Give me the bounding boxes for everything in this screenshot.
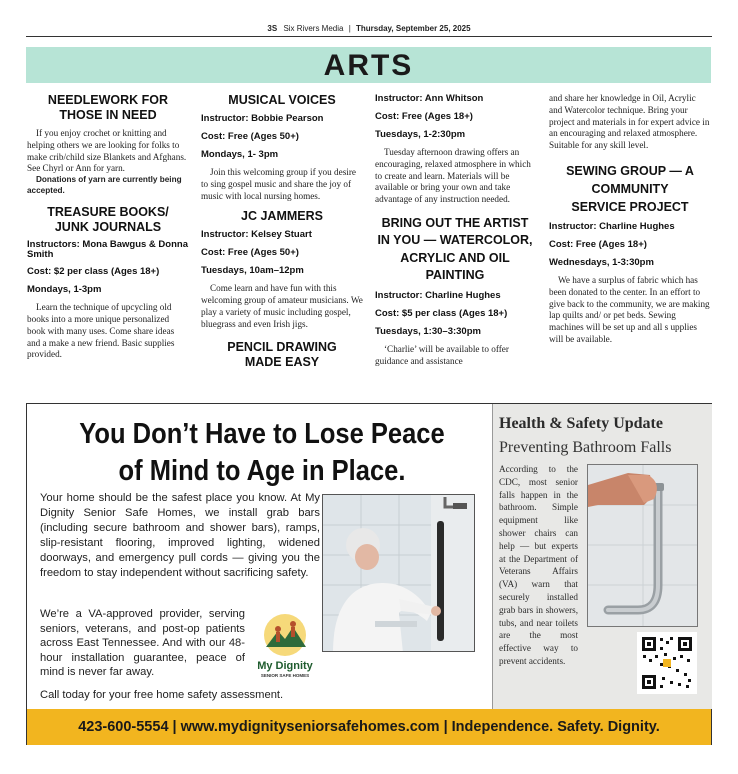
needlework-text: If you enjoy crochet or knitting and helping others we are looking for folks to make crib/child size Blankets and Afghans. See Chyrl or Ann for yarn. bbox=[27, 128, 187, 174]
sewing-group-time: Wednesdays, 1-3:30pm bbox=[549, 256, 654, 268]
hand-on-grab-bar-illustration bbox=[588, 465, 698, 627]
musical-voices-heading: MUSICAL VOICES bbox=[228, 93, 336, 107]
column-1 bbox=[27, 93, 189, 364]
ad-headline: You Don’t Have to Lose Peace of Mind to Age in Place. bbox=[79, 418, 445, 487]
health-safety-title: Health & Safety Update bbox=[499, 415, 663, 432]
ad-call-to-action: Call today for your free home safety assessment. bbox=[40, 689, 284, 701]
artist-text: ‘Charlie’ will be available to offer guidance and assistance bbox=[375, 343, 509, 366]
artist-text-continued: and share her knowledge in Oil, Acrylic and Watercolor technique. Bring your project and materials in for expert advice in an encouraging and relaxed atmosphere. Suitable for any skill level. bbox=[549, 93, 710, 151]
header-separator: | bbox=[348, 24, 351, 33]
treasure-books-text: Learn the technique of upcycling old books into a more unique personalized book with many uses. Come share ideas and a make a new friend. Basic supplies provided. bbox=[27, 302, 175, 360]
advertisement bbox=[26, 403, 712, 745]
jc-jammers-cost: Cost: Free (Ages 50+) bbox=[201, 247, 299, 259]
sewing-group-cost: Cost: Free (Ages 18+) bbox=[549, 238, 647, 250]
artist-time: Tuesdays, 1:30–3:30pm bbox=[375, 325, 481, 337]
musical-voices-text: Join this welcoming group if you desire to sing gospel music and share the joy of music with local nursing homes. bbox=[201, 167, 356, 201]
grab-bar-photo bbox=[587, 464, 698, 627]
artist-heading: BRING OUT THE ARTIST IN YOU — WATERCOLOR, ACRYLIC AND OIL PAINTING bbox=[377, 215, 533, 283]
sewing-group-instructor: Instructor: Charline Hughes bbox=[549, 220, 675, 232]
health-safety-panel bbox=[492, 404, 712, 709]
sewing-group-text: We have a surplus of fabric which has been donated to the center. In an effort to give back to the community, we are making lap quilts and/ or pet beds. Sewing machines will be set up and all s upplies will be available. bbox=[549, 274, 710, 344]
needlework-heading: NEEDLEWORK FOR THOSE IN NEED bbox=[47, 93, 169, 122]
section-title: ARTS bbox=[323, 49, 414, 82]
logo-tagline: SENIOR SAFE HOMES bbox=[260, 673, 310, 678]
musical-voices-cost: Cost: Free (Ages 50+) bbox=[201, 131, 299, 142]
jc-jammers-text: Come learn and have fun with this welcoming group of amateur musicians. We play a variety of music including gospel, bluegrass and even Irish jigs. bbox=[201, 283, 363, 329]
treasure-books-cost: Cost: $2 per class (Ages 18+) bbox=[27, 266, 160, 278]
needlework-note: Donations of yarn are currently being accepted. bbox=[27, 175, 182, 195]
publication-name: Six Rivers Media bbox=[283, 24, 344, 33]
pencil-drawing-time: Tuesdays, 1-2:30pm bbox=[375, 129, 466, 140]
page-header bbox=[0, 24, 738, 33]
sewing-group-heading: SEWING GROUP — A COMMUNITY SERVICE PROJECT bbox=[566, 163, 694, 214]
ad-provider-text: We’re a VA-approved provider, serving seniors, veterans, and post-op patients across East Tennessee. And with our 48-hour installation guarantee, peace of mind is never far away. bbox=[40, 608, 245, 678]
qr-code[interactable] bbox=[637, 632, 697, 694]
pencil-drawing-heading: PENCIL DRAWING MADE EASY bbox=[227, 339, 337, 369]
health-safety-text: According to the CDC, most senior falls happen in the bathroom. Simple equipment like shower chairs can help — but experts at the Department of Veterans Affairs (VA) warn that securely installed grab bars in showers, tubs, and near toilets are the most effective way to prevent accidents. bbox=[499, 464, 578, 666]
pencil-drawing-cost: Cost: Free (Ages 18+) bbox=[375, 111, 473, 122]
logo-name: My Dignity bbox=[257, 660, 313, 672]
pencil-drawing-text: Tuesday afternoon drawing offers an encouraging, relaxed atmosphere in which to create and learn. Materials will be available or bring your own and take advantage of any instruction needed. bbox=[375, 147, 531, 205]
jc-jammers-time: Tuesdays, 10am–12pm bbox=[201, 265, 304, 277]
qr-code-icon bbox=[640, 635, 694, 691]
issue-date: Thursday, September 25, 2025 bbox=[356, 24, 471, 33]
ad-body-text: Your home should be the safest place you know. At My Dignity Senior Safe Homes, we install grab bars (including secure bathroom and shower bars), ramps, slip-resistant flooring, improved lighting, widened doorways, and emergency pull cords — giving you the freedom to stay independent without sacrificing safety. bbox=[40, 492, 320, 579]
ad-main-panel bbox=[27, 404, 489, 709]
column-4 bbox=[549, 93, 711, 349]
musical-voices-time: Mondays, 1- 3pm bbox=[201, 149, 279, 160]
my-dignity-logo bbox=[248, 611, 322, 681]
page-number: 3S bbox=[267, 24, 278, 33]
jc-jammers-heading: JC JAMMERS bbox=[241, 209, 323, 224]
musical-voices-instructor: Instructor: Bobbie Pearson bbox=[201, 113, 324, 124]
column-3 bbox=[375, 93, 535, 371]
pencil-drawing-instructor: Instructor: Ann Whitson bbox=[375, 93, 484, 104]
footer-contact-bar[interactable]: 423-600-5554 | www.mydignityseniorsafehomes.com | Independence. Safety. Dignity. bbox=[27, 709, 711, 745]
senior-grab-bar-illustration bbox=[323, 495, 475, 652]
section-band bbox=[26, 47, 711, 83]
treasure-books-time: Mondays, 1-3pm bbox=[27, 284, 102, 296]
bathroom-photo bbox=[322, 494, 475, 652]
artist-instructor: Instructor: Charline Hughes bbox=[375, 289, 501, 301]
treasure-books-heading: TREASURE BOOKS/ JUNK JOURNALS bbox=[47, 205, 169, 235]
artist-cost: Cost: $5 per class (Ages 18+) bbox=[375, 307, 508, 319]
jc-jammers-instructor: Instructor: Kelsey Stuart bbox=[201, 229, 312, 241]
header-rule bbox=[26, 36, 712, 37]
column-2 bbox=[201, 93, 363, 375]
treasure-books-instructors: Instructors: Mona Bawgus & Donna Smith bbox=[27, 239, 188, 261]
health-safety-subtitle: Preventing Bathroom Falls bbox=[499, 439, 672, 456]
